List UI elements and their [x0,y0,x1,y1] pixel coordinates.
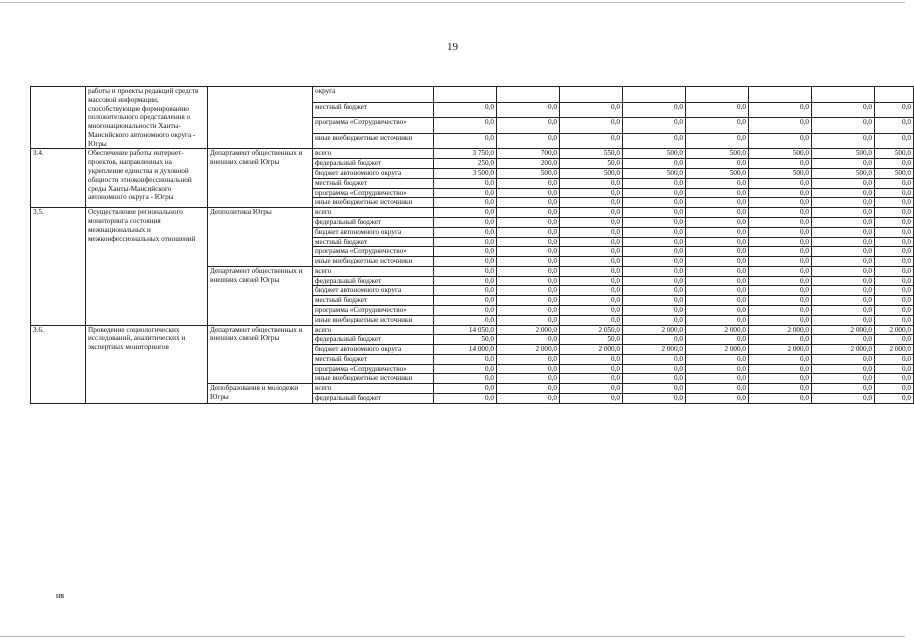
amount-cell: 0,0 [812,305,875,315]
amount-cell: 0,0 [812,315,875,325]
amount-cell: 0,0 [434,102,497,118]
amount-cell: 0,0 [686,208,749,218]
amount-cell: 0,0 [812,102,875,118]
amount-cell: 0,0 [497,354,560,364]
amount-cell: 500,0 [749,169,812,179]
amount-cell: 50,0 [560,335,623,345]
amount-cell: 0,0 [497,276,560,286]
amount-cell: 2 000,0 [749,345,812,355]
amount-cell: 0,0 [497,178,560,188]
amount-cell: 0,0 [434,247,497,257]
amount-cell: 0,0 [434,276,497,286]
amount-cell: 0,0 [434,227,497,237]
amount-cell: 0,0 [623,217,686,227]
amount-cell: 0,0 [686,354,749,364]
amount-cell: 0,0 [623,159,686,169]
amount-cell: 0,0 [497,374,560,384]
amount-cell: 0,0 [560,133,623,149]
funding-source: федеральный бюджет [313,335,434,345]
amount-cell [875,87,914,103]
amount-cell: 0,0 [623,286,686,296]
amount-cell: 0,0 [686,257,749,267]
amount-cell: 0,0 [686,247,749,257]
amount-cell: 0,0 [623,266,686,276]
amount-cell: 0,0 [812,188,875,198]
amount-cell: 0,0 [497,208,560,218]
funding-source: иные внебюджетные источники [313,133,434,149]
amount-cell: 0,0 [686,315,749,325]
amount-cell: 0,0 [623,276,686,286]
item-number: 3.5. [31,208,86,325]
amount-cell: 0,0 [623,354,686,364]
amount-cell: 0,0 [812,217,875,227]
amount-cell: 0,0 [497,364,560,374]
funding-source: федеральный бюджет [313,217,434,227]
amount-cell: 0,0 [812,384,875,394]
item-number: 3.6. [31,325,86,403]
amount-cell: 0,0 [686,305,749,315]
amount-cell: 2 000,0 [875,345,914,355]
amount-cell: 250,0 [434,159,497,169]
amount-cell: 0,0 [812,159,875,169]
funding-source: программа «Сотрудничество» [313,118,434,134]
footer-mark: нв [56,591,65,600]
activity-name: Осуществление регионального мониторинга состояния межнациональных и межконфессиональных отношений [86,208,208,325]
amount-cell: 0,0 [560,208,623,218]
amount-cell: 2 000,0 [623,345,686,355]
funding-source: федеральный бюджет [313,276,434,286]
amount-cell: 0,0 [749,247,812,257]
amount-cell: 0,0 [749,208,812,218]
budget-table-body [31,87,914,404]
amount-cell: 2 000,0 [749,325,812,335]
amount-cell: 0,0 [875,296,914,306]
funding-source: бюджет автономного округа [313,286,434,296]
amount-cell: 0,0 [497,315,560,325]
amount-cell: 0,0 [686,178,749,188]
amount-cell: 0,0 [686,133,749,149]
amount-cell: 0,0 [875,102,914,118]
funding-source: всего [313,149,434,159]
amount-cell: 0,0 [749,188,812,198]
amount-cell: 0,0 [497,133,560,149]
amount-cell: 0,0 [623,247,686,257]
amount-cell: 700,0 [497,149,560,159]
amount-cell: 0,0 [497,227,560,237]
amount-cell: 0,0 [875,335,914,345]
funding-source: бюджет автономного округа [313,227,434,237]
amount-cell [434,87,497,103]
amount-cell: 0,0 [434,188,497,198]
amount-cell: 0,0 [434,217,497,227]
amount-cell: 0,0 [812,286,875,296]
activity-name: Проведение социологических исследований, аналитических и экспертных мониторингов [86,325,208,403]
amount-cell: 0,0 [749,364,812,374]
amount-cell: 0,0 [497,296,560,306]
amount-cell: 3 750,0 [434,149,497,159]
table-row [31,149,914,159]
amount-cell: 0,0 [560,247,623,257]
amount-cell: 0,0 [434,133,497,149]
amount-cell: 0,0 [560,227,623,237]
amount-cell: 0,0 [434,315,497,325]
amount-cell: 0,0 [812,335,875,345]
amount-cell: 2 000,0 [623,325,686,335]
amount-cell [749,87,812,103]
funding-source: программа «Сотрудничество» [313,305,434,315]
amount-cell: 0,0 [497,257,560,267]
amount-cell: 0,0 [749,354,812,364]
amount-cell: 0,0 [749,276,812,286]
executor: Депобразования и молодежи Югры [208,384,313,404]
amount-cell: 14 000,0 [434,345,497,355]
amount-cell: 500,0 [812,149,875,159]
amount-cell: 0,0 [686,276,749,286]
amount-cell: 0,0 [434,394,497,404]
amount-cell: 0,0 [560,354,623,364]
amount-cell: 0,0 [560,178,623,188]
amount-cell: 0,0 [623,305,686,315]
activity-name: Обеспечение работы интернет-проектов, направленных на укрепление единства и духовной общности этноконфессиональной среды Ханты-Мансийского автономного округа - Югры [86,149,208,208]
amount-cell: 0,0 [560,374,623,384]
amount-cell: 0,0 [686,227,749,237]
amount-cell [623,87,686,103]
amount-cell: 14 050,0 [434,325,497,335]
funding-source: всего [313,266,434,276]
funding-source: программа «Сотрудничество» [313,247,434,257]
funding-source: бюджет автономного округа [313,169,434,179]
funding-source: иные внебюджетные источники [313,315,434,325]
amount-cell: 0,0 [434,266,497,276]
table-row [31,208,914,218]
amount-cell: 0,0 [560,257,623,267]
amount-cell: 0,0 [686,296,749,306]
amount-cell: 0,0 [875,394,914,404]
item-number: 3.4. [31,149,86,208]
amount-cell: 0,0 [812,257,875,267]
amount-cell: 0,0 [812,247,875,257]
amount-cell: 0,0 [686,102,749,118]
item-number [31,87,86,149]
amount-cell: 0,0 [497,237,560,247]
funding-source: программа «Сотрудничество» [313,364,434,374]
amount-cell: 500,0 [560,169,623,179]
amount-cell: 0,0 [812,354,875,364]
amount-cell: 0,0 [560,237,623,247]
budget-table [30,86,914,404]
amount-cell: 0,0 [875,247,914,257]
amount-cell: 2 000,0 [812,345,875,355]
amount-cell: 0,0 [875,257,914,267]
amount-cell: 0,0 [812,237,875,247]
amount-cell: 500,0 [686,149,749,159]
amount-cell: 0,0 [623,188,686,198]
amount-cell [497,87,560,103]
funding-source: всего [313,208,434,218]
activity-name: работы и проекты редакций средств массовой информации, способствующие формированию положительного представления о многонациональности Ханты-Мансийского автономного округа - Югры [86,87,208,149]
amount-cell: 500,0 [749,149,812,159]
funding-source: бюджет автономного округа [313,345,434,355]
executor: Департамент общественных и внешних связей Югры [208,266,313,325]
amount-cell: 0,0 [623,102,686,118]
amount-cell: 0,0 [686,118,749,134]
amount-cell: 2 000,0 [686,345,749,355]
amount-cell: 0,0 [623,118,686,134]
amount-cell: 0,0 [623,198,686,208]
page-number: 19 [447,41,458,53]
funding-source: округа [313,87,434,103]
amount-cell: 0,0 [560,286,623,296]
executor: Департамент общественных и внешних связей Югры [208,325,313,384]
table-row [31,325,914,335]
amount-cell: 0,0 [749,133,812,149]
amount-cell: 0,0 [623,133,686,149]
amount-cell: 0,0 [749,178,812,188]
amount-cell: 0,0 [686,217,749,227]
amount-cell: 0,0 [875,227,914,237]
amount-cell: 0,0 [497,286,560,296]
amount-cell: 0,0 [560,102,623,118]
amount-cell: 0,0 [749,335,812,345]
executor: Департамент общественных и внешних связей Югры [208,149,313,208]
funding-source: иные внебюджетные источники [313,374,434,384]
amount-cell: 0,0 [749,227,812,237]
amount-cell: 500,0 [875,149,914,159]
amount-cell: 0,0 [434,374,497,384]
amount-cell: 500,0 [686,169,749,179]
amount-cell: 0,0 [812,296,875,306]
amount-cell: 3 500,0 [434,169,497,179]
amount-cell: 0,0 [560,384,623,394]
amount-cell: 0,0 [749,159,812,169]
amount-cell: 0,0 [875,188,914,198]
amount-cell: 0,0 [686,394,749,404]
amount-cell: 0,0 [686,198,749,208]
amount-cell: 2 000,0 [560,345,623,355]
amount-cell: 0,0 [875,266,914,276]
table-row [31,87,914,103]
amount-cell: 0,0 [623,315,686,325]
amount-cell: 2 000,0 [497,345,560,355]
amount-cell: 0,0 [875,286,914,296]
amount-cell: 0,0 [749,374,812,384]
amount-cell: 0,0 [434,118,497,134]
amount-cell: 550,0 [560,149,623,159]
amount-cell: 0,0 [812,133,875,149]
amount-cell: 0,0 [812,374,875,384]
amount-cell: 0,0 [875,133,914,149]
executor: Депполитики Югры [208,208,313,267]
amount-cell: 0,0 [434,296,497,306]
amount-cell: 0,0 [686,237,749,247]
funding-source: местный бюджет [313,102,434,118]
funding-source: иные внебюджетные источники [313,198,434,208]
amount-cell: 500,0 [875,169,914,179]
amount-cell: 0,0 [623,335,686,345]
amount-cell: 0,0 [812,227,875,237]
amount-cell: 50,0 [434,335,497,345]
amount-cell: 0,0 [875,237,914,247]
scan-edge-bottom [0,636,905,637]
amount-cell: 0,0 [749,394,812,404]
amount-cell: 2 000,0 [812,325,875,335]
amount-cell [812,87,875,103]
amount-cell: 0,0 [623,384,686,394]
amount-cell: 500,0 [623,169,686,179]
amount-cell: 2 000,0 [875,325,914,335]
amount-cell: 0,0 [623,178,686,188]
amount-cell: 0,0 [875,315,914,325]
amount-cell: 0,0 [875,208,914,218]
amount-cell: 2 000,0 [686,325,749,335]
amount-cell: 0,0 [434,178,497,188]
amount-cell: 0,0 [434,364,497,374]
amount-cell: 0,0 [875,364,914,374]
funding-source: местный бюджет [313,237,434,247]
amount-cell: 0,0 [560,364,623,374]
amount-cell: 0,0 [812,266,875,276]
funding-source: местный бюджет [313,354,434,364]
amount-cell: 0,0 [812,198,875,208]
amount-cell: 0,0 [434,286,497,296]
amount-cell: 0,0 [749,198,812,208]
funding-source: всего [313,325,434,335]
amount-cell: 0,0 [497,305,560,315]
amount-cell: 0,0 [434,305,497,315]
amount-cell: 0,0 [686,159,749,169]
amount-cell: 0,0 [560,394,623,404]
amount-cell: 0,0 [434,257,497,267]
amount-cell: 0,0 [875,159,914,169]
amount-cell: 0,0 [623,257,686,267]
amount-cell: 0,0 [560,296,623,306]
amount-cell: 200,0 [497,159,560,169]
amount-cell: 0,0 [560,305,623,315]
amount-cell: 0,0 [875,276,914,286]
amount-cell: 0,0 [812,178,875,188]
amount-cell: 0,0 [497,335,560,345]
amount-cell: 0,0 [875,354,914,364]
amount-cell: 0,0 [875,217,914,227]
amount-cell: 0,0 [434,354,497,364]
amount-cell [560,87,623,103]
funding-source: федеральный бюджет [313,159,434,169]
amount-cell: 0,0 [875,118,914,134]
amount-cell: 0,0 [560,315,623,325]
amount-cell: 0,0 [623,227,686,237]
amount-cell: 0,0 [749,266,812,276]
amount-cell: 0,0 [497,118,560,134]
amount-cell: 0,0 [812,208,875,218]
amount-cell: 0,0 [497,188,560,198]
amount-cell: 0,0 [875,178,914,188]
amount-cell: 0,0 [749,286,812,296]
amount-cell: 0,0 [875,374,914,384]
funding-source: федеральный бюджет [313,394,434,404]
amount-cell: 0,0 [686,266,749,276]
amount-cell: 0,0 [560,276,623,286]
amount-cell: 0,0 [749,315,812,325]
amount-cell: 0,0 [434,384,497,394]
amount-cell: 0,0 [749,118,812,134]
amount-cell: 0,0 [749,296,812,306]
amount-cell: 0,0 [434,208,497,218]
funding-source: иные внебюджетные источники [313,257,434,267]
amount-cell: 0,0 [812,118,875,134]
amount-cell: 0,0 [749,305,812,315]
amount-cell: 50,0 [560,159,623,169]
amount-cell: 0,0 [497,394,560,404]
amount-cell: 0,0 [875,198,914,208]
amount-cell: 0,0 [749,217,812,227]
funding-source: местный бюджет [313,178,434,188]
amount-cell: 0,0 [686,384,749,394]
amount-cell: 0,0 [812,394,875,404]
amount-cell: 0,0 [749,257,812,267]
amount-cell: 0,0 [749,102,812,118]
amount-cell: 0,0 [497,247,560,257]
amount-cell: 0,0 [560,266,623,276]
amount-cell: 0,0 [560,188,623,198]
scan-edge-top [0,2,905,3]
amount-cell: 0,0 [875,384,914,394]
amount-cell: 0,0 [812,276,875,286]
amount-cell: 0,0 [623,296,686,306]
amount-cell: 0,0 [812,364,875,374]
amount-cell: 0,0 [560,198,623,208]
amount-cell: 2 000,0 [497,325,560,335]
executor [208,87,313,149]
amount-cell: 500,0 [497,169,560,179]
amount-cell: 0,0 [686,188,749,198]
amount-cell: 0,0 [623,364,686,374]
amount-cell: 2 050,0 [560,325,623,335]
amount-cell: 0,0 [497,217,560,227]
amount-cell: 0,0 [749,384,812,394]
amount-cell: 0,0 [686,335,749,345]
amount-cell: 0,0 [623,208,686,218]
amount-cell: 0,0 [497,198,560,208]
amount-cell: 0,0 [875,305,914,315]
funding-source: местный бюджет [313,296,434,306]
amount-cell: 0,0 [686,286,749,296]
amount-cell: 0,0 [623,374,686,384]
funding-source: программа «Сотрудничество» [313,188,434,198]
amount-cell: 0,0 [623,394,686,404]
amount-cell: 0,0 [497,266,560,276]
amount-cell: 0,0 [497,102,560,118]
amount-cell: 0,0 [497,384,560,394]
amount-cell: 0,0 [434,198,497,208]
amount-cell: 500,0 [623,149,686,159]
amount-cell: 0,0 [623,237,686,247]
amount-cell: 0,0 [749,237,812,247]
amount-cell: 0,0 [686,364,749,374]
amount-cell: 0,0 [560,118,623,134]
amount-cell: 500,0 [812,169,875,179]
amount-cell: 0,0 [434,237,497,247]
amount-cell: 0,0 [560,217,623,227]
amount-cell [686,87,749,103]
funding-source: всего [313,384,434,394]
amount-cell: 0,0 [686,374,749,384]
